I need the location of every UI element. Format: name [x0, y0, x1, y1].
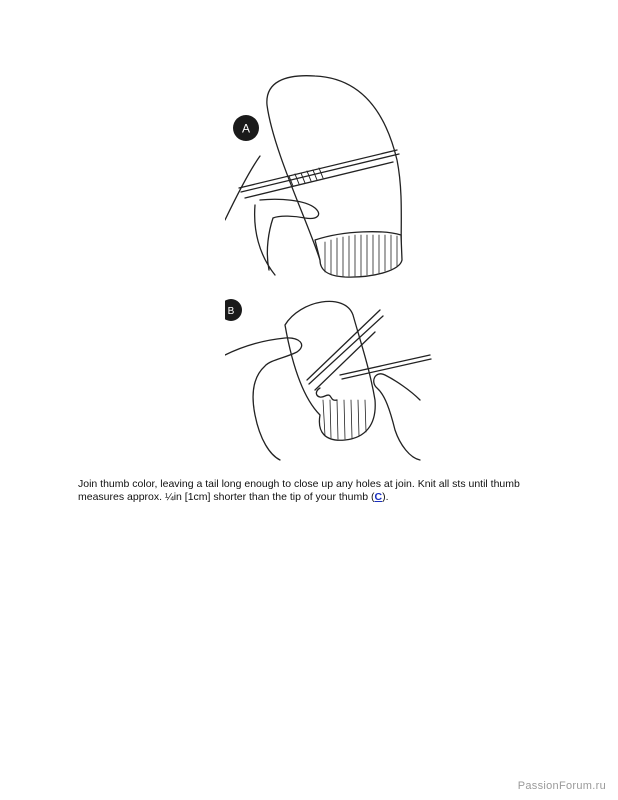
hand-b-left: [225, 338, 302, 460]
hand-a: [225, 156, 319, 275]
step-b-label: B: [227, 306, 235, 317]
step-a-label: A: [241, 121, 251, 136]
knitting-illustration: [225, 70, 435, 465]
hand-b-right: [374, 374, 420, 460]
instruction-body: Join thumb color, leaving a tail long enough to close up any holes at join. Knit all sts until thumb measures approx. ¼in [1cm] shorter than the tip of your thumb: [78, 478, 520, 503]
mitten-cuff: [315, 232, 402, 277]
watermark: PassionForum.ru: [517, 780, 606, 792]
instruction-text: [78, 478, 548, 504]
paren-open: (: [370, 491, 375, 503]
needles-a: [239, 150, 399, 198]
step-a-illustration: [225, 76, 402, 277]
paren-close: ).: [382, 491, 389, 503]
step-b-illustration: [225, 299, 431, 460]
figure-c-link[interactable]: C: [374, 491, 383, 503]
